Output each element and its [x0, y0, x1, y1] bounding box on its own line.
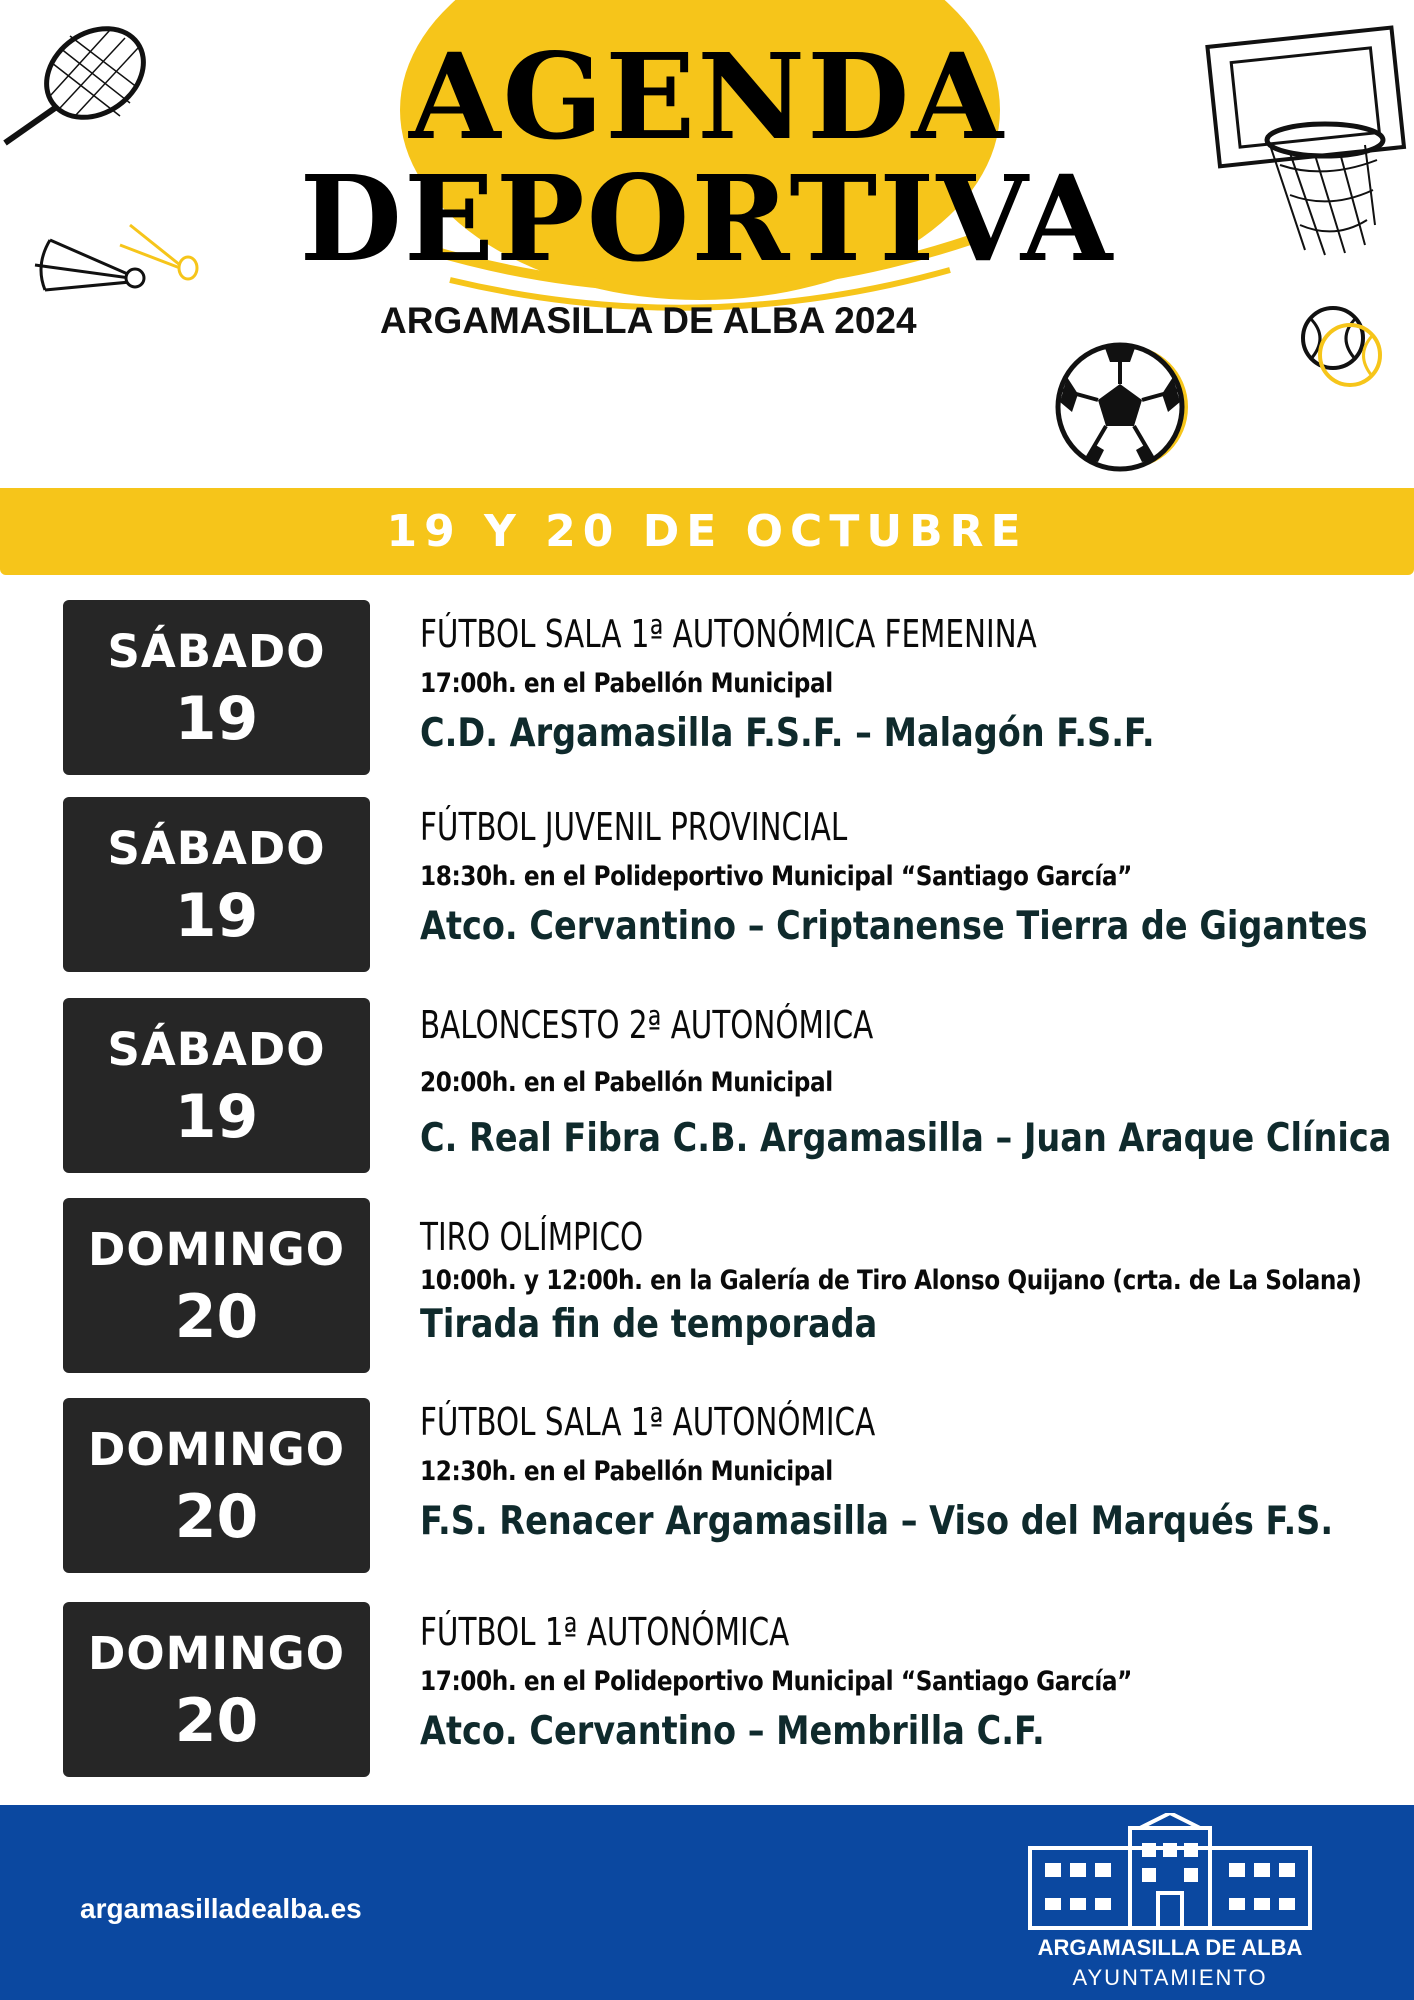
- title-line-2: DEPORTIVA: [299, 149, 1115, 288]
- day-name: DOMINGO: [88, 1223, 345, 1276]
- event-match: C.D. Argamasilla F.S.F. – Malagón F.S.F.: [420, 711, 1155, 756]
- event-sport: FÚTBOL SALA 1ª AUTONÓMICA: [420, 1400, 876, 1444]
- day-box: [63, 1398, 370, 1573]
- event-sport: FÚTBOL JUVENIL PROVINCIAL: [420, 805, 848, 849]
- date-banner: [0, 488, 1414, 575]
- org-name: ARGAMASILLA DE ALBA: [1037, 1935, 1303, 1960]
- event-match: Atco. Cervantino – Criptanense Tierra de Gigantes: [420, 904, 1368, 949]
- day-number: 20: [174, 1282, 259, 1352]
- event-time: 17:00h. en el Pabellón Municipal: [420, 668, 833, 699]
- day-box: [63, 1602, 370, 1777]
- day-number: 20: [174, 1686, 259, 1756]
- day-box: [63, 600, 370, 775]
- event-sport: FÚTBOL SALA 1ª AUTONÓMICA FEMENINA: [420, 612, 1037, 656]
- website-link[interactable]: argamasilladealba.es: [80, 1893, 362, 1924]
- event-details: [420, 1610, 1400, 1754]
- event-details: [420, 1215, 1400, 1347]
- day-name: SÁBADO: [107, 822, 326, 875]
- subtitle: ARGAMASILLA DE ALBA 2024: [380, 300, 917, 341]
- day-name: SÁBADO: [107, 1023, 326, 1076]
- day-name: DOMINGO: [88, 1627, 345, 1680]
- tennis-ball-icon: [1300, 298, 1385, 396]
- day-name: DOMINGO: [88, 1423, 345, 1476]
- event-details: [420, 1400, 1400, 1544]
- event-details: [420, 612, 1400, 756]
- title-line-1: AGENDA: [408, 27, 1005, 166]
- event-match: Tirada fin de temporada: [420, 1302, 878, 1347]
- event-match: C. Real Fibra C.B. Argamasilla – Juan Araque Clínica: [420, 1116, 1392, 1161]
- day-box: [63, 797, 370, 972]
- event-time: 10:00h. y 12:00h. en la Galería de Tiro Alonso Quijano (crta. de La Solana): [420, 1265, 1362, 1296]
- day-number: 19: [174, 1082, 259, 1152]
- day-box: [63, 1198, 370, 1373]
- date-banner-text: 19 Y 20 DE OCTUBRE: [386, 506, 1028, 557]
- town-hall-icon: [1020, 1813, 1320, 1933]
- event-sport: FÚTBOL 1ª AUTONÓMICA: [420, 1610, 790, 1654]
- event-match: Atco. Cervantino – Membrilla C.F.: [420, 1709, 1045, 1754]
- event-details: [420, 805, 1400, 949]
- day-number: 19: [174, 881, 259, 951]
- event-sport: BALONCESTO 2ª AUTONÓMICA: [420, 1003, 874, 1047]
- org-subtitle: AYUNTAMIENTO: [1072, 1965, 1268, 1990]
- event-sport: TIRO OLÍMPICO: [420, 1215, 644, 1259]
- event-time: 17:00h. en el Polideportivo Municipal “Santiago García”: [420, 1666, 1132, 1697]
- day-name: SÁBADO: [107, 625, 326, 678]
- event-details: [420, 1003, 1400, 1161]
- soccer-ball-icon: [1050, 332, 1195, 482]
- event-match: F.S. Renacer Argamasilla – Viso del Marqués F.S.: [420, 1499, 1334, 1544]
- event-time: 18:30h. en el Polideportivo Municipal “Santiago García”: [420, 861, 1132, 892]
- event-time: 12:30h. en el Pabellón Municipal: [420, 1456, 833, 1487]
- day-number: 20: [174, 1482, 259, 1552]
- event-time: 20:00h. en el Pabellón Municipal: [420, 1067, 833, 1098]
- day-box: [63, 998, 370, 1173]
- day-number: 19: [174, 684, 259, 754]
- footer: [0, 1805, 1414, 2000]
